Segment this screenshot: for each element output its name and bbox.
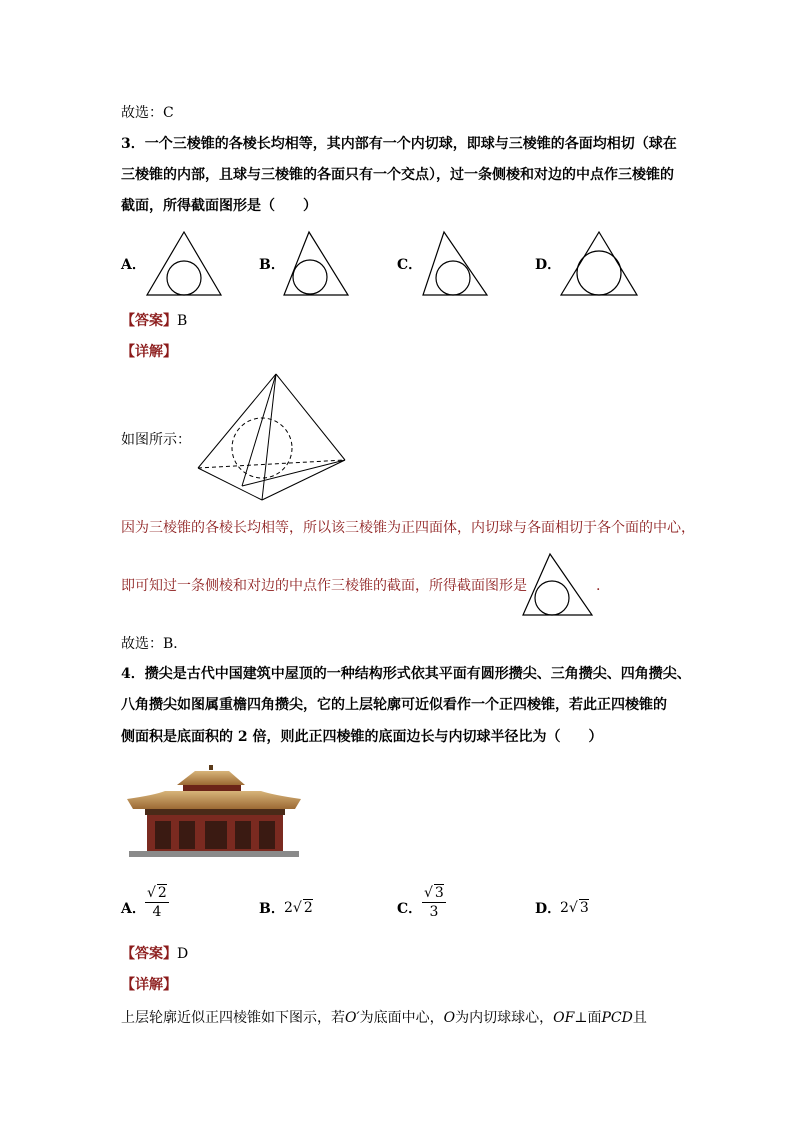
q4-option-d-radicand: 3: [579, 900, 589, 916]
pavilion-image: [125, 765, 303, 859]
q3-line3: 截面，所得截面图形是（ ）: [121, 198, 317, 214]
q4-option-a-value: [145, 884, 169, 921]
q4-answer-value: D: [177, 946, 189, 962]
q4-option-d-label: D．: [535, 901, 562, 917]
q4-last-mid1: 为底面中心，: [359, 1010, 444, 1026]
q3-line2: 三棱锥的内部，且球与三棱锥的各面只有一个交点），过一条侧棱和对边的中点作三棱锥的: [121, 167, 674, 183]
q3-explain1: 因为三棱锥的各棱长均相等，所以该三棱锥为正四面体，内切球与各面相切于各个面的中心，: [121, 520, 695, 536]
q4-option-b-radicand: 2: [303, 900, 313, 916]
q4-line2: 八角攒尖如图属重檐四角攒尖，它的上层轮廓可近似看作一个正四棱锥，若此正四棱锥的: [121, 697, 667, 713]
q4-last-o1: O′: [345, 1010, 360, 1026]
q3-option-c-label: C．: [397, 257, 423, 273]
q3-line1: [121, 134, 677, 154]
q4-line1: [121, 664, 691, 684]
q3-answer: [121, 311, 187, 331]
tetrahedron-figure: [190, 372, 350, 504]
q4-last-mid2: 为内切球球心，: [455, 1010, 554, 1026]
q4-last-of: OF: [553, 1010, 575, 1026]
q4-line1-text: 攒尖是古代中国建筑中屋顶的一种结构形式依其平面有圆形攒尖、三角攒尖、四角攒尖、: [144, 666, 691, 682]
q4-last-line: [121, 1008, 647, 1028]
q4-option-a-num: √ 2: [147, 885, 167, 901]
q4-line3: 侧面积是底面积的 2 倍，则此正四棱锥的底面边长与内切球半径比为（ ）: [121, 729, 603, 745]
q4-option-a-den: 4: [152, 904, 162, 920]
q4-option-d-value: 2√ 3: [560, 900, 589, 916]
q3-option-d-figure: [560, 231, 638, 297]
q3-answer-tag: 【答案】: [121, 313, 177, 329]
q3-option-c-figure: [422, 231, 488, 297]
q4-last-end: 且: [632, 1010, 647, 1026]
q4-detail-tag: 【详解】: [121, 977, 177, 993]
q3-detail-tag: 【详解】: [121, 344, 177, 360]
q4-last-perp: ⊥面: [574, 1010, 602, 1026]
q4-last-pre: 上层轮廓近似正四棱锥如下图示，若: [121, 1010, 345, 1026]
q4-option-c-den: 3: [429, 904, 439, 920]
q3-option-d-label: D．: [535, 257, 562, 273]
q3-option-a-label: A．: [121, 257, 146, 273]
q4-option-c-num: √ 3: [424, 885, 444, 901]
q3-answer-value: B: [177, 313, 188, 329]
q4-number: 4．: [121, 666, 145, 682]
q4-option-a-label: A．: [121, 901, 146, 917]
q3-line1-text: 一个三棱锥的各棱长均相等，其内部有一个内切球，即球与三棱锥的各面均相切（球在: [144, 136, 677, 152]
q4-option-c-label: C．: [397, 901, 423, 917]
q3-explain2-end: .: [596, 578, 601, 594]
q4-answer-tag: 【答案】: [121, 946, 177, 962]
q3-as-shown: 如图所示：: [121, 432, 191, 448]
q3-number: 3．: [121, 136, 145, 152]
q4-option-c-radicand: 3: [434, 885, 444, 901]
q4-last-pcd: PCD: [601, 1010, 633, 1026]
q4-option-b-value: 2√ 2: [284, 900, 313, 916]
q3-conclusion: 故选：B．: [121, 636, 188, 652]
q3-explain2: 即可知过一条侧棱和对边的中点作三棱锥的截面，所得截面图形是: [121, 578, 527, 594]
q4-answer: [121, 944, 188, 964]
q4-option-d-coef: 2: [560, 900, 569, 916]
q3-explain-triangle-figure: [522, 553, 594, 617]
q4-option-b-label: B．: [259, 901, 285, 917]
q4-last-o: O: [443, 1010, 456, 1026]
q4-option-a-radicand: 2: [157, 885, 167, 901]
q4-option-b-coef: 2: [284, 900, 293, 916]
q4-option-c-value: [422, 884, 446, 921]
q3-option-b-figure: [283, 231, 349, 297]
q3-option-a-figure: [146, 231, 222, 297]
q3-option-b-label: B．: [259, 257, 285, 273]
q2-answer-line: 故选：C: [121, 105, 174, 121]
